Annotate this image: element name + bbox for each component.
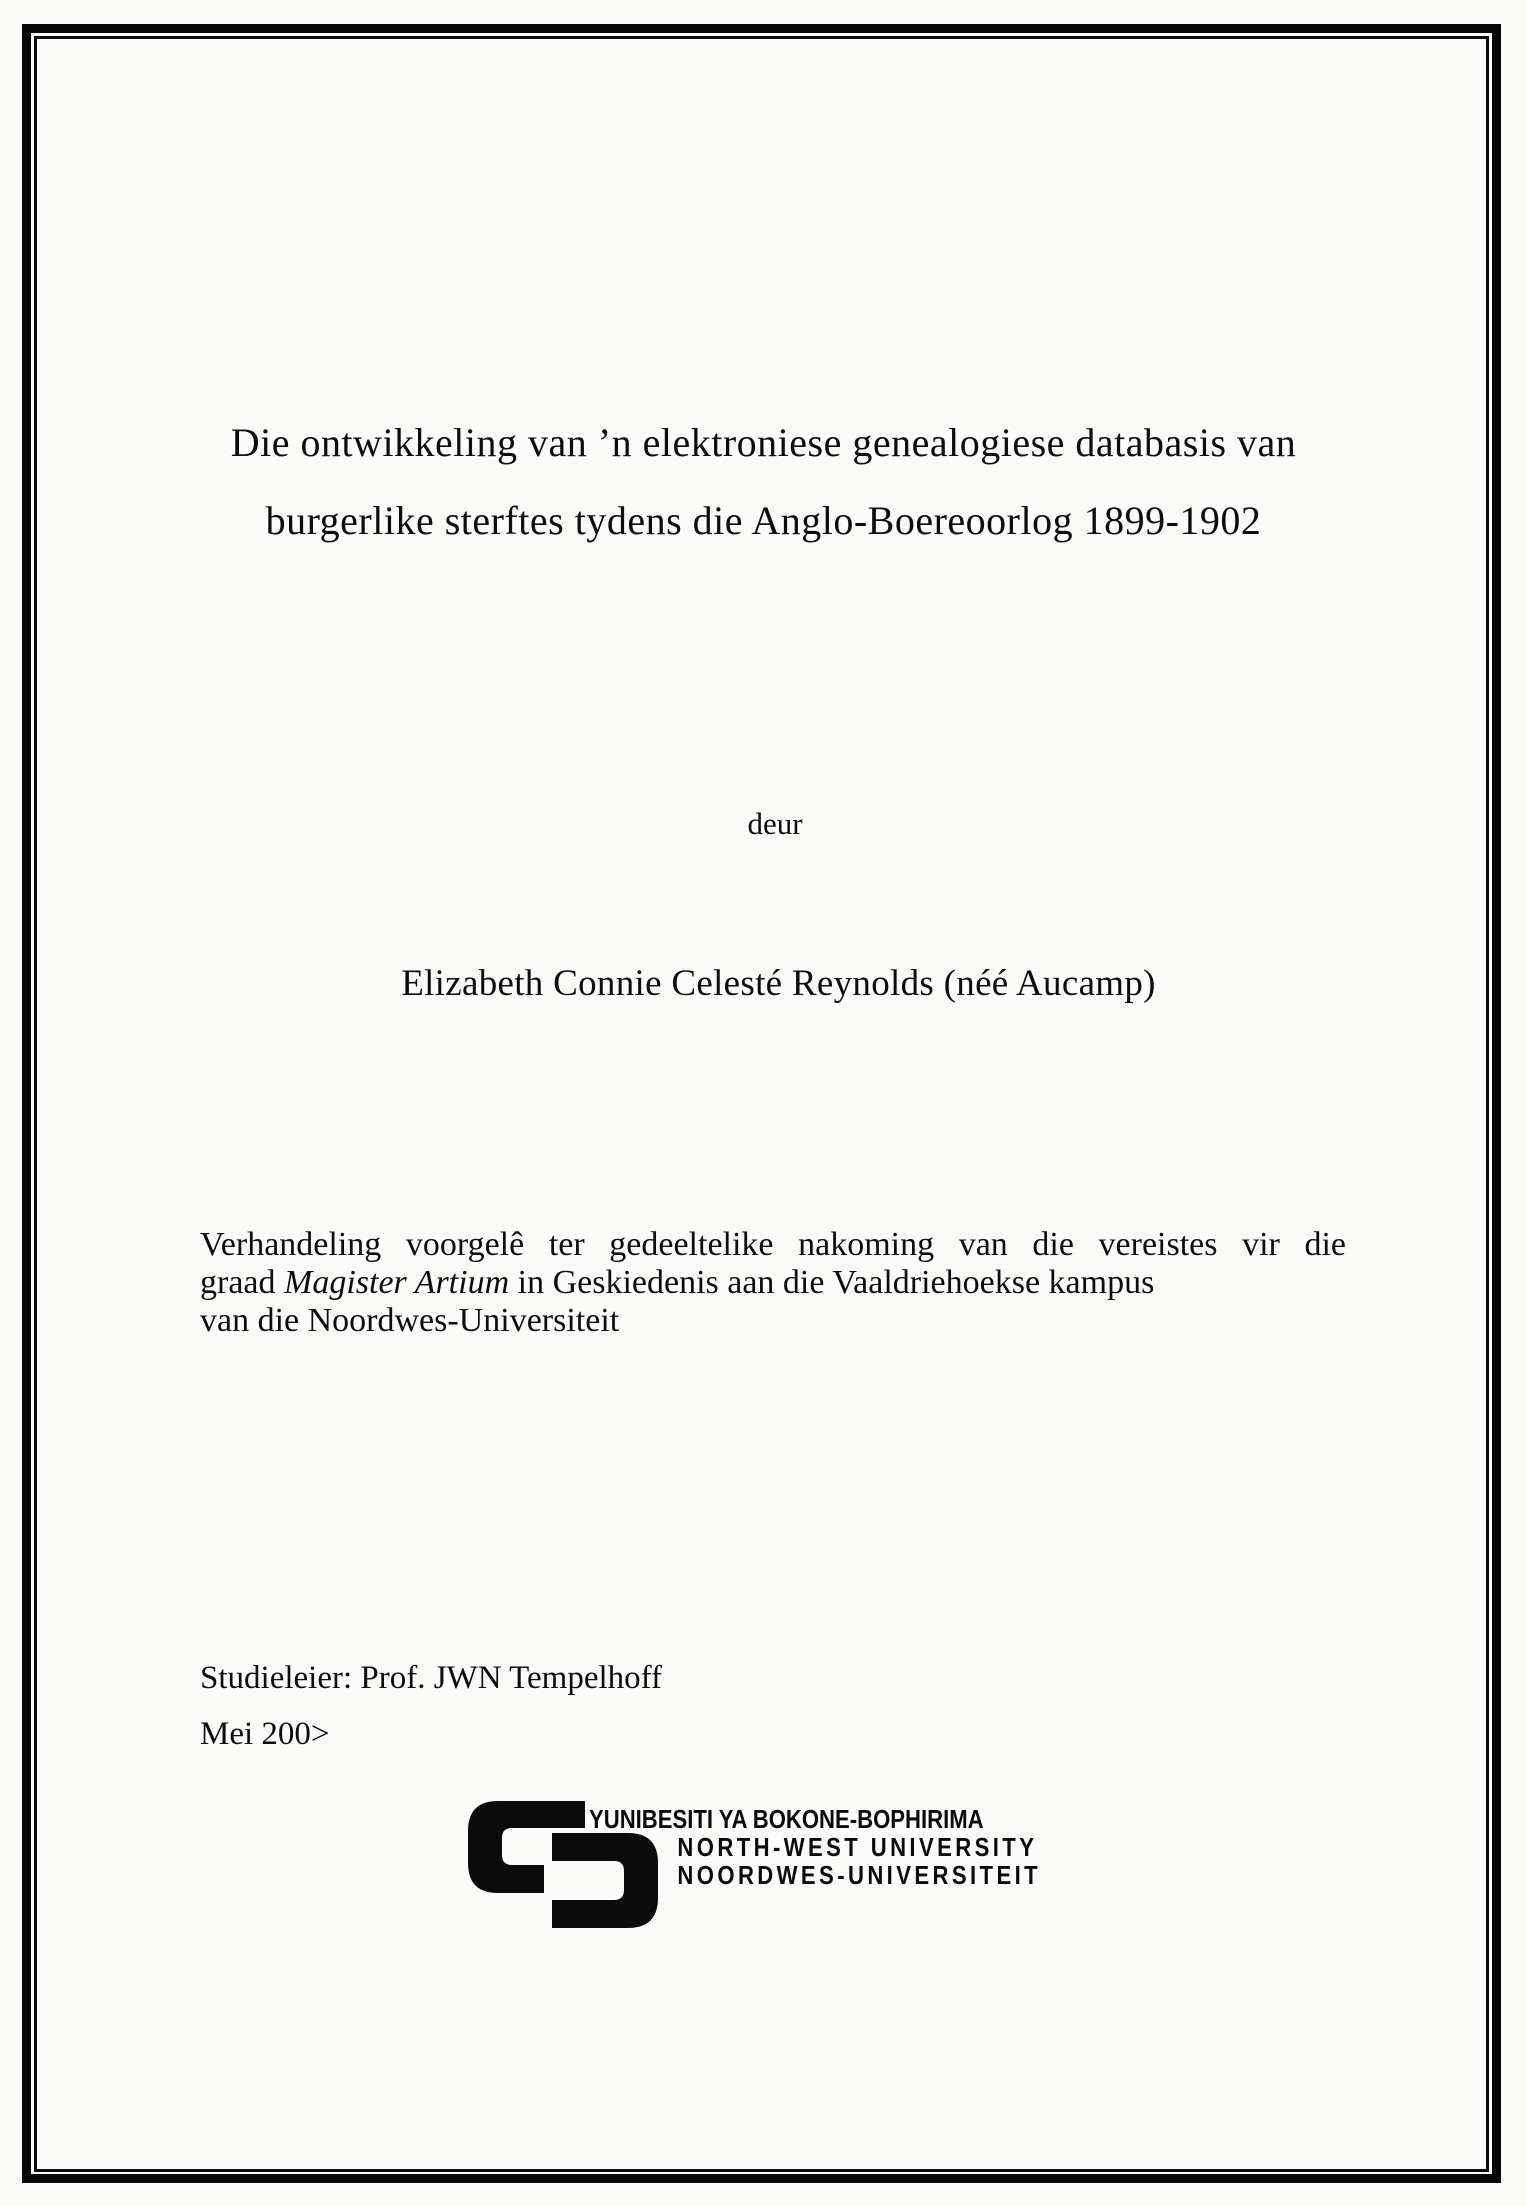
logo-line-afrikaans: NOORDWES-UNIVERSITEIT (677, 1860, 1042, 1890)
advisor-block (200, 1650, 1100, 1762)
logo-line-english: NORTH-WEST UNIVERSITY (677, 1832, 1038, 1862)
degree-name-italic: Magister Artium (284, 1264, 510, 1301)
author-name: Elizabeth Connie Celesté Reynolds (néé Aucamp) (401, 963, 1156, 1004)
statement-line3: van die Noordwes-Universiteit (200, 1302, 620, 1339)
logo-line-setswana: YUNIBESITI YA BOKONE-BOPHIRIMA (589, 1804, 984, 1834)
date-line: Mei 200> (200, 1716, 330, 1752)
thesis-title-line2: burgerlike sterftes tydens die Anglo-Boereoorlog 1899-1902 (265, 498, 1262, 543)
statement-line2-pre: graad (200, 1264, 285, 1301)
thesis-title (100, 404, 1427, 560)
byline-deur: deur (747, 806, 803, 841)
nwu-logo-wordmark (589, 1805, 1041, 1889)
supervisor-line: Studieleier: Prof. JWN Tempelhoff (200, 1660, 663, 1696)
statement-line2 (200, 1264, 1346, 1302)
thesis-title-line1: Die ontwikkeling van ’n elektroniese genealogiese databasis van (230, 420, 1297, 465)
statement-line1: Verhandeling voorgelê ter gedeeltelike nakoming van die vereistes vir die (200, 1226, 1346, 1263)
statement-line2-post: in Geskiedenis aan die Vaaldriehoekse kampus (509, 1264, 1155, 1301)
thesis-statement (200, 1226, 1346, 1340)
